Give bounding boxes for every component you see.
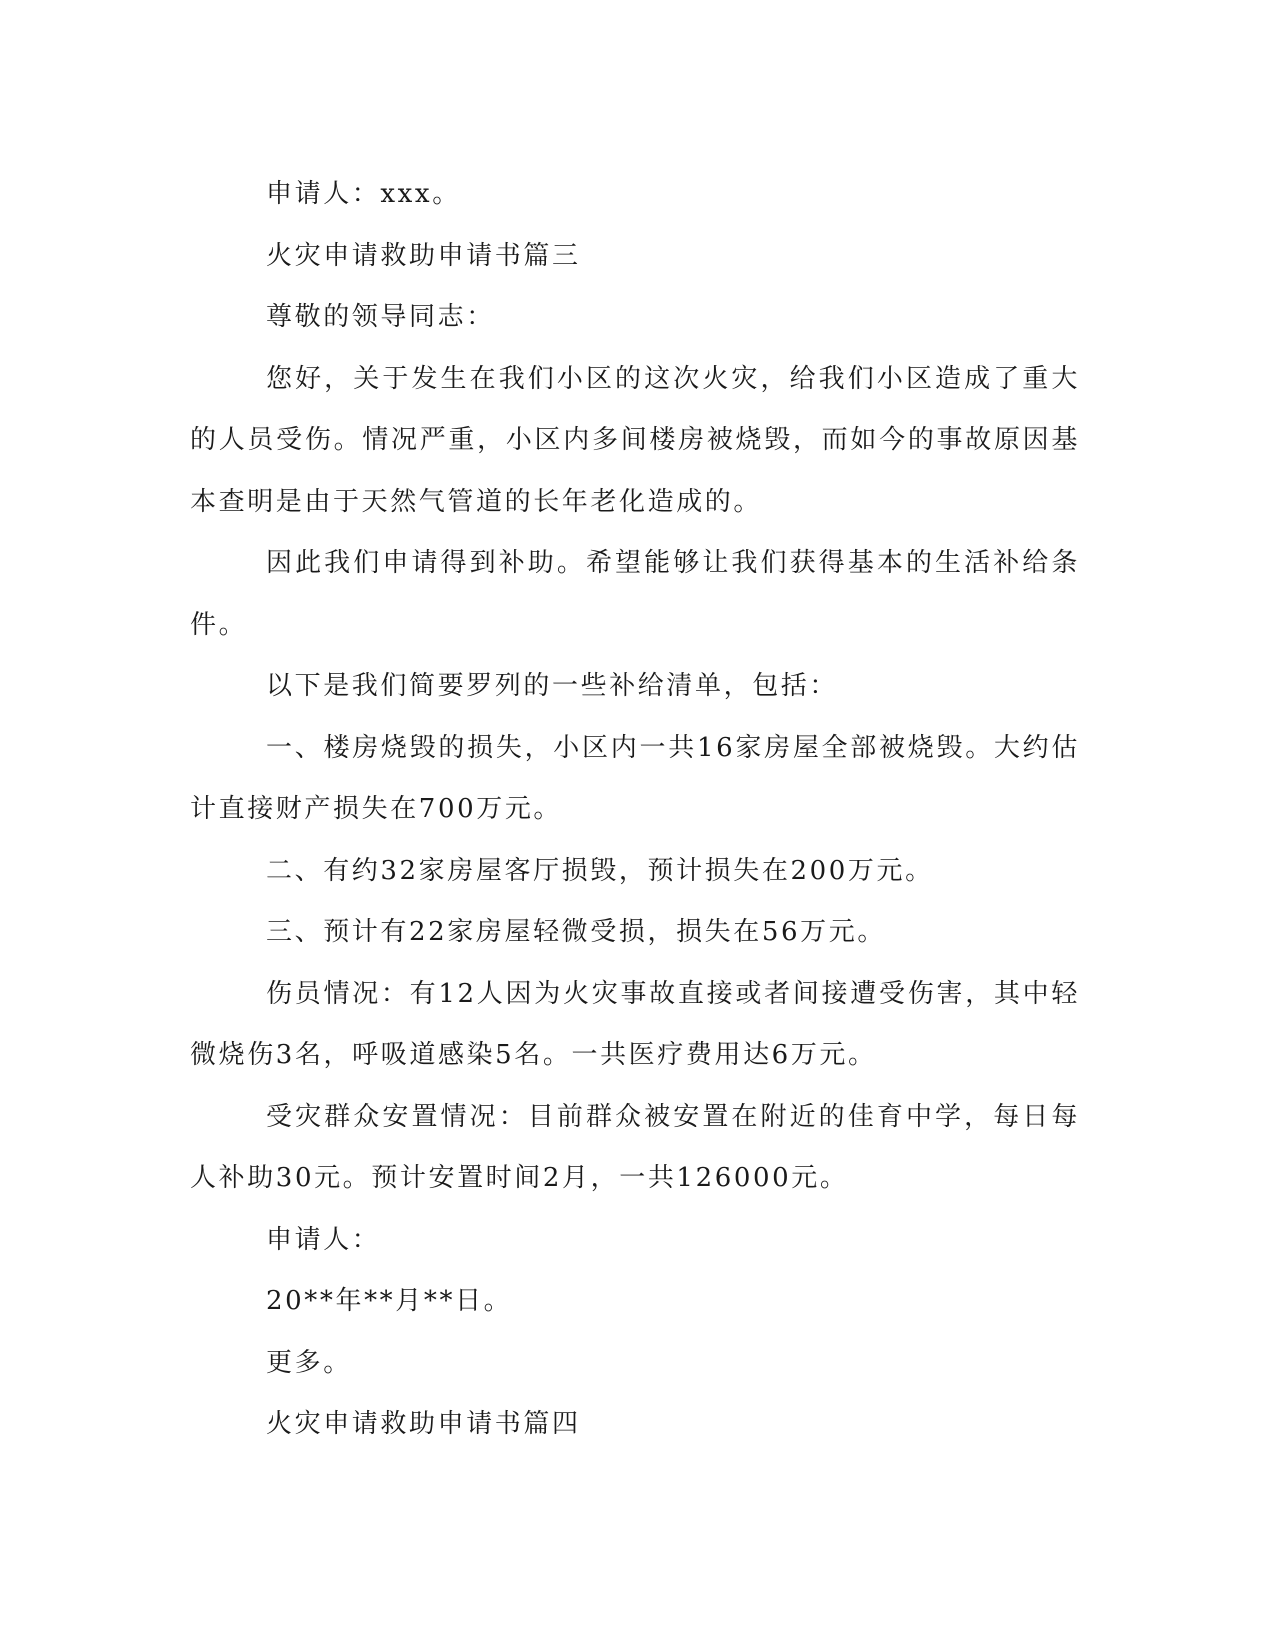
salutation: 尊敬的领导同志：	[266, 302, 495, 332]
body-paragraph-list-intro: 以下是我们简要罗列的一些补给清单，包括：	[266, 671, 839, 701]
signature-date: 20**年**月**日。	[266, 1286, 513, 1316]
list-item-one: 一、楼房烧毁的损失，小区内一共16家房屋全部被烧毁。大约估计直接财产损失在700万元。	[190, 732, 1080, 824]
list-item-three: 三、预计有22家房屋轻微受损，损失在56万元。	[266, 917, 886, 947]
resettlement-paragraph: 受灾群众安置情况：目前群众被安置在附近的佳育中学，每日每人补助30元。预计安置时间2月，一共126000元。	[190, 1101, 1080, 1193]
document-body	[190, 164, 1080, 1456]
applicant-line: 申请人：xxx。	[266, 179, 461, 209]
injury-paragraph: 伤员情况：有12人因为火灾事故直接或者间接遭受伤害，其中轻微烧伤3名，呼吸道感染5名。一共医疗费用达6万元。	[190, 978, 1080, 1070]
section-title-part-three: 火灾申请救助申请书篇三	[266, 240, 581, 271]
section-title-part-four: 火灾申请救助申请书篇四	[266, 1409, 581, 1439]
body-paragraph-request: 因此我们申请得到补助。希望能够让我们获得基本的生活补给条件。	[190, 548, 1080, 640]
body-paragraph-intro: 您好，关于发生在我们小区的这次火灾，给我们小区造成了重大的人员受伤。情况严重，小区内多间楼房被烧毁，而如今的事故原因基本查明是由于天然气管道的长年老化造成的。	[190, 363, 1080, 517]
more-link-text: 更多。	[266, 1347, 352, 1378]
list-item-two: 二、有约32家房屋客厅损毁，预计损失在200万元。	[266, 855, 934, 886]
signature-applicant: 申请人：	[266, 1224, 381, 1255]
